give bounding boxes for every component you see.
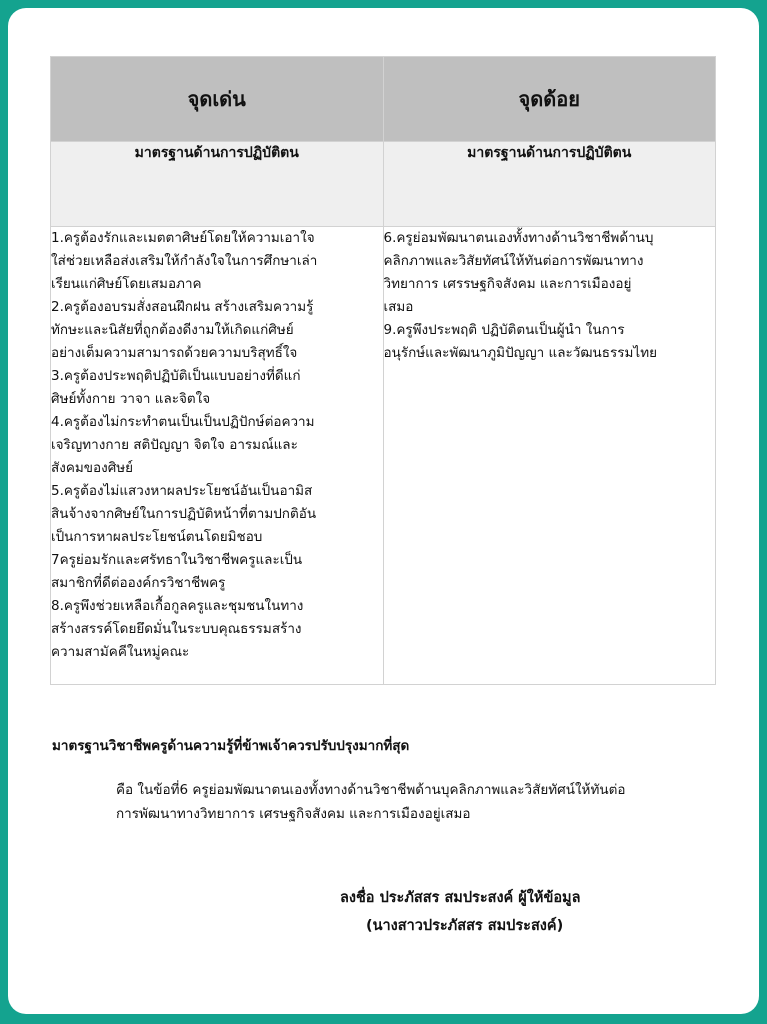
weaknesses-cell [383,227,716,685]
strengths-line: ใส่ช่วยเหลือส่งเสริมให้กำลังใจในการศึกษาเล่า [51,253,318,269]
signature-block [340,884,581,940]
section-title: มาตรฐานวิชาชีพครูด้านความรู้ที่ข้าพเจ้าควรปรับปรุงมากที่สุด [52,738,410,754]
signature-line: ลงชื่อ ประภัสสร สมประสงค์ ผู้ให้ข้อมูล [340,890,581,906]
strengths-line: 1.ครูต้องรักและเมตตาศิษย์โดยให้ความเอาใจ [51,230,315,246]
strengths-line: เรียนแก่ศิษย์โดยเสมอภาค [51,276,202,292]
weaknesses-line: 9.ครูพึงประพฤติ ปฏิบัติตนเป็นผู้นำ ในการ [383,322,625,338]
weaknesses-subheader: มาตรฐานด้านการปฏิบัติตน [383,142,716,227]
strengths-line: อย่างเต็มความสามารถด้วยความบริสุทธิ์ใจ [51,345,298,361]
strengths-line: สินจ้างจากศิษย์ในการปฏิบัติหน้าที่ตามปกติอัน [51,506,317,522]
strengths-cell [51,227,384,685]
strengths-line: สังคมของศิษย์ [51,460,134,476]
strengths-line: ทักษะและนิสัยที่ถูกต้องดีงามให้เกิดแก่ศิษย์ [51,322,294,338]
answer-line: การพัฒนาทางวิทยาการ เศรษฐกิจสังคม และการเมืองอยู่เสมอ [116,806,471,822]
strengths-line: สมาชิกที่ดีต่อองค์กรวิชาชีพครู [51,575,226,591]
strengths-line: 4.ครูต้องไม่กระทำตนเป็นเป็นปฏิปักษ์ต่อความ [51,414,315,430]
strengths-line: สร้างสรรค์โดยยึดมั่นในระบบคุณธรรมสร้าง [51,621,302,637]
strengths-header: จุดเด่น [51,57,384,142]
weaknesses-header: จุดด้อย [383,57,716,142]
weaknesses-line: วิทยาการ เศรรษฐกิจสังคม และการเมืองอยู่ [383,276,632,292]
strengths-subheader: มาตรฐานด้านการปฏิบัติตน [51,142,384,227]
weaknesses-line: คลิกภาพและวิสัยทัศน์ให้ทันต่อการพัฒนาทาง [383,253,644,269]
strengths-line: 8.ครูพึงช่วยเหลือเกื้อกูลครูและชุมชนในทาง [51,598,304,614]
weaknesses-line: อนุรักษ์และพัฒนาภูมิปัญญา และวัฒนธรรมไทย [383,345,658,361]
strengths-weaknesses-table [50,56,716,685]
signature-name: (นางสาวประภัสสร สมประสงค์) [366,918,564,934]
answer-paragraph [116,778,726,826]
strengths-line: เป็นการหาผลประโยชน์ตนโดยมิชอบ [51,529,263,545]
strengths-line: ความสามัคคีในหมู่คณะ [51,644,190,660]
document-page [8,8,759,1014]
answer-line: คือ ในข้อที่6 ครูย่อมพัฒนาตนเองทั้งทางด้านวิชาชีพด้านบุคลิกภาพและวิสัยทัศน์ให้ทันต่อ [116,782,626,798]
weaknesses-line: 6.ครูย่อมพัฒนาตนเองทั้งทางด้านวิชาชีพด้านบุ [383,230,654,246]
strengths-line: ศิษย์ทั้งกาย วาจา และจิตใจ [51,391,211,407]
strengths-line: 2.ครูต้องอบรมสั่งสอนฝึกฝน สร้างเสริมความรู้ [51,299,314,315]
strengths-line: เจริญทางกาย สติปัญญา จิตใจ อารมณ์และ [51,437,298,453]
weaknesses-line: เสมอ [383,299,414,315]
strengths-line: 3.ครูต้องประพฤติปฏิบัติเป็นแบบอย่างที่ดีแก่ [51,368,301,384]
strengths-line: 5.ครูต้องไม่แสวงหาผลประโยชน์อันเป็นอามิส [51,483,313,499]
strengths-line: 7ครูย่อมรักและศรัทธาในวิชาชีพครูและเป็น [51,552,303,568]
